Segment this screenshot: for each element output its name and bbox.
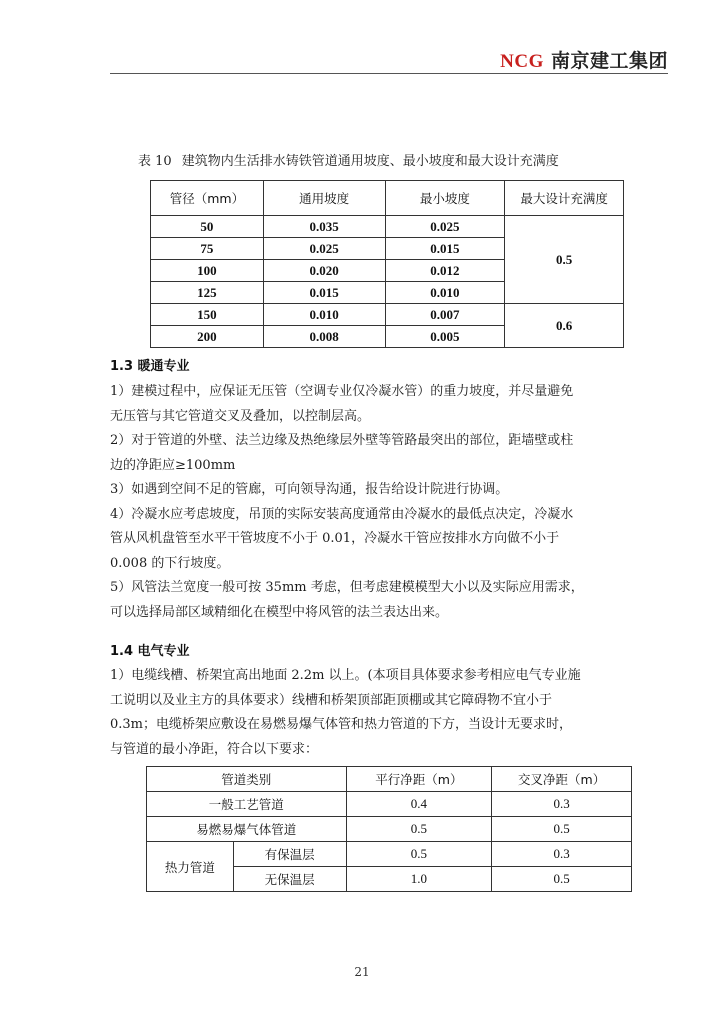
cell-general-slope: 0.035 <box>263 216 385 238</box>
cell-diameter: 50 <box>151 216 264 238</box>
cell-pipe-type: 热力管道 <box>147 842 234 892</box>
page-header <box>110 46 668 76</box>
cell-parallel: 1.0 <box>346 867 492 892</box>
table-row <box>147 842 632 867</box>
cell-min-slope: 0.007 <box>385 304 505 326</box>
cell-diameter: 200 <box>151 326 264 348</box>
header-pipe-type: 管道类别 <box>147 767 347 792</box>
cell-min-slope: 0.025 <box>385 216 505 238</box>
text-line: 4）冷凝水应考虑坡度，吊顶的实际安装高度通常由冷凝水的最低点决定，冷凝水 <box>110 506 574 522</box>
text-line: 5）风管法兰宽度一般可按 35mm 考虑，但考虑建模模型大小以及实际应用需求， <box>110 580 584 595</box>
brand-name: 南京建工集团 <box>550 50 668 72</box>
header-min-slope: 最小坡度 <box>385 181 505 216</box>
header-general-slope: 通用坡度 <box>263 181 385 216</box>
header-diameter: 管径（mm） <box>151 181 264 216</box>
cell-general-slope: 0.025 <box>263 238 385 260</box>
header-cross-clearance: 交叉净距（m） <box>492 767 632 792</box>
page-number: 21 <box>354 965 370 979</box>
text-line: 0.3m；电缆桥架应敷设在易燃易爆气体管和热力管道的下方，当设计无要求时， <box>110 717 573 732</box>
cell-parallel: 0.5 <box>346 842 492 867</box>
text-line: 1）建模过程中，应保证无压管（空调专业仅冷凝水管）的重力坡度，并尽量避免 <box>110 384 574 399</box>
header-max-fill: 最大设计充满度 <box>505 181 624 216</box>
cell-pipe-type: 易燃易爆气体管道 <box>147 817 347 842</box>
text-line: 与管道的最小净距，符合以下要求： <box>110 741 319 757</box>
cell-cross: 0.5 <box>492 817 632 842</box>
drain-slope-table <box>150 180 624 348</box>
cell-min-slope: 0.015 <box>385 238 505 260</box>
cell-max-fill: 0.5 <box>505 216 624 304</box>
cell-parallel: 0.5 <box>346 817 492 842</box>
table-number: 表 10 <box>138 154 172 169</box>
cell-general-slope: 0.020 <box>263 260 385 282</box>
cell-diameter: 125 <box>151 282 264 304</box>
cell-pipe-type: 一般工艺管道 <box>147 792 347 817</box>
text-line: 0.008 的下行坡度。 <box>110 555 230 571</box>
cell-general-slope: 0.010 <box>263 304 385 326</box>
table-row <box>151 304 624 326</box>
cell-min-slope: 0.005 <box>385 326 505 348</box>
section-body-electrical <box>110 664 670 762</box>
table-header-row <box>147 767 632 792</box>
cell-diameter: 75 <box>151 238 264 260</box>
cell-subtype: 有保温层 <box>233 842 346 867</box>
header-parallel-clearance: 平行净距（m） <box>346 767 492 792</box>
company-logo <box>500 46 668 73</box>
cell-cross: 0.3 <box>492 792 632 817</box>
text-line: 无压管与其它管道交叉及叠加，以控制层高。 <box>110 408 371 424</box>
table-row <box>147 792 632 817</box>
table-caption <box>138 150 559 169</box>
cell-cross: 0.3 <box>492 842 632 867</box>
text-line: 3）如遇到空间不足的管廊，可向领导沟通，报告给设计院进行协调。 <box>110 482 509 497</box>
text-line: 1）电缆线槽、桥架宜高出地面 2.2m 以上。(本项目具体要求参考相应电气专业施 <box>110 668 581 683</box>
section-heading-electrical: 1.4 电气专业 <box>110 644 190 659</box>
section-body-hvac <box>110 380 670 625</box>
text-line: 可以选择局部区域精细化在模型中将风管的法兰表达出来。 <box>110 604 449 620</box>
table-row <box>147 817 632 842</box>
section-heading-hvac: 1.3 暖通专业 <box>110 359 190 374</box>
cell-subtype: 无保温层 <box>233 867 346 892</box>
text-line: 2）对于管道的外壁、法兰边缘及热绝缘层外壁等管路最突出的部位，距墙壁或柱 <box>110 433 574 448</box>
text-line: 管从风机盘管至水平干管坡度不小于 0.01，冷凝水干管应按排水方向做不小于 <box>110 531 560 546</box>
cell-diameter: 150 <box>151 304 264 326</box>
cell-general-slope: 0.015 <box>263 282 385 304</box>
table-header-row <box>151 181 624 216</box>
cell-parallel: 0.4 <box>346 792 492 817</box>
clearance-table <box>146 766 632 892</box>
text-line: 边的净距应≥100mm <box>110 457 236 473</box>
cell-cross: 0.5 <box>492 867 632 892</box>
cell-min-slope: 0.012 <box>385 260 505 282</box>
brand-abbr: NCG <box>500 51 544 72</box>
cell-general-slope: 0.008 <box>263 326 385 348</box>
text-line: 工说明以及业主方的具体要求）线槽和桥架顶部距顶棚或其它障碍物不宜小于 <box>110 692 553 708</box>
table-row <box>151 216 624 238</box>
cell-min-slope: 0.010 <box>385 282 505 304</box>
table-title: 建筑物内生活排水铸铁管道通用坡度、最小坡度和最大设计充满度 <box>181 154 559 169</box>
header-rule <box>110 73 668 74</box>
cell-max-fill: 0.6 <box>505 304 624 348</box>
cell-diameter: 100 <box>151 260 264 282</box>
